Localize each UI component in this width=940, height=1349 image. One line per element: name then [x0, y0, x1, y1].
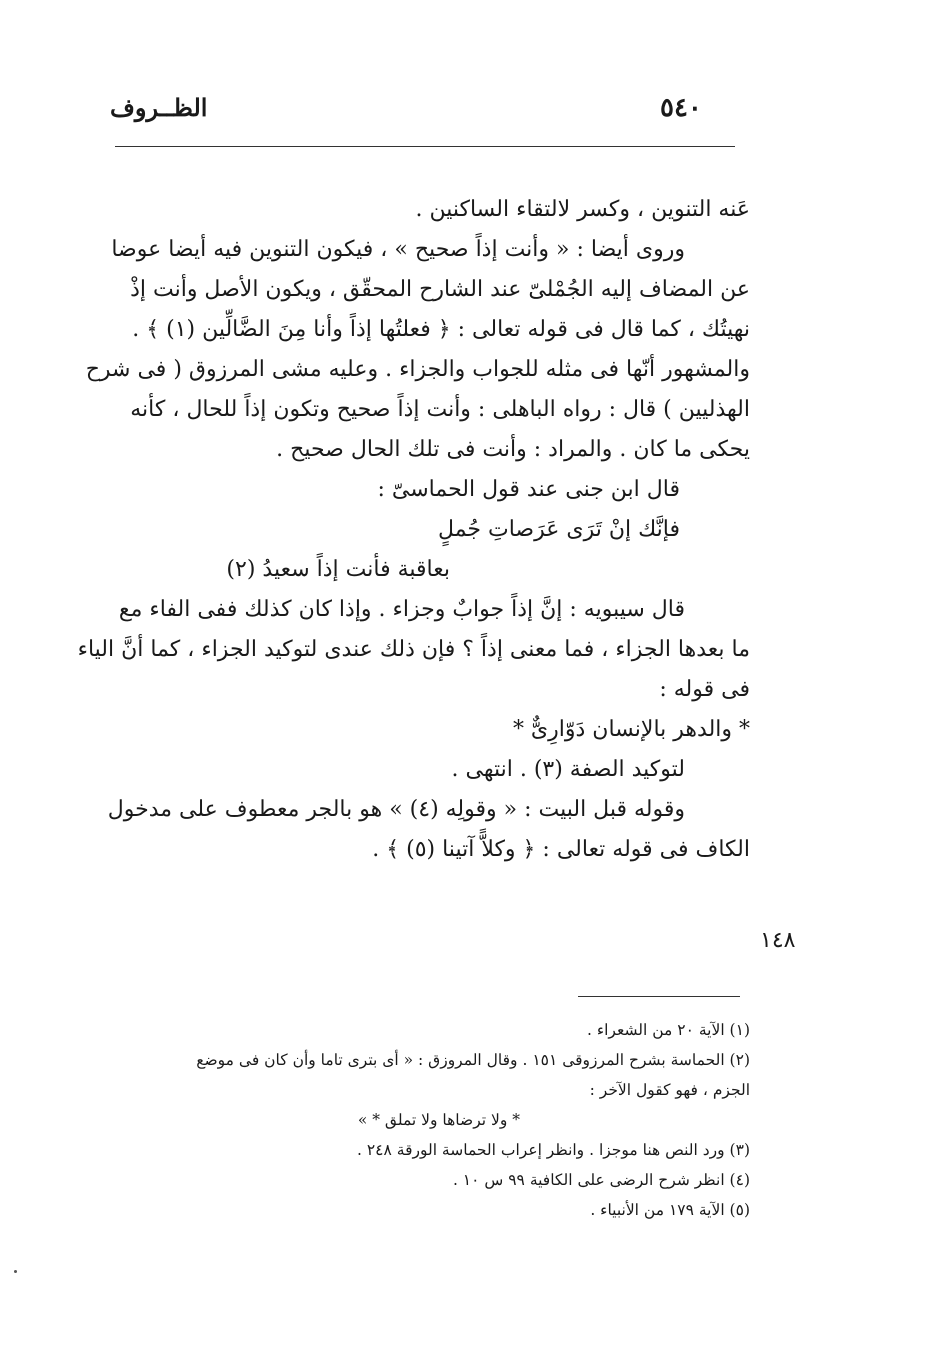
body-line: يحكى ما كان . والمراد : وأنت فى تلك الحال صحيح . — [276, 437, 750, 462]
footnote: الجزم ، فهو كقول الآخر : — [589, 1081, 750, 1099]
footnote: * ولا ترضاها ولا تملق * » — [357, 1111, 520, 1129]
running-header-title: الظــروف — [110, 93, 208, 122]
body-line: لتوكيد الصفة (٣) . انتهى . — [451, 757, 685, 782]
body-line: الكاف فى قوله تعالى : ﴿ وكلاًّ آتينا (٥) ﴾ . — [372, 837, 750, 862]
body-line: فى قوله : — [659, 677, 750, 702]
header-rule — [115, 146, 735, 147]
footnote: (١) الآية ٢٠ من الشعراء . — [586, 1021, 750, 1039]
body-line: وروى أيضا : « وأنت إذاً صحيح » ، فيكون التنوين فيه أيضا عوضا — [111, 237, 685, 262]
body-line: الهذليين ) قال : رواه الباهلى : وأنت إذاً صحيح وتكون إذاً للحال ، كأنه — [130, 397, 750, 422]
body-line: عن المضاف إليه الجُمْلىّ عند الشارح المحقّق ، ويكون الأصل وأنت إذْ — [130, 277, 750, 302]
margin-number: ١٤٨ — [760, 928, 796, 953]
body-line: ما بعدها الجزاء ، فما معنى إذاً ؟ فإن ذلك عندى لتوكيد الجزاء ، كما أنَّ الياء — [77, 637, 750, 662]
footnotes — [100, 1015, 750, 1225]
page-number: ٥٤٠ — [660, 93, 702, 123]
body-line: قال سيبويه : إنَّ إذاً جوابٌ وجزاء . وإذا كان كذلك ففى الفاء مع — [118, 597, 685, 622]
footnote: (٥) الآية ١٧٩ من الأنبياء . — [590, 1201, 750, 1219]
body-text — [77, 190, 750, 870]
body-line: نهيتُك ، كما قال فى قوله تعالى : ﴿ فعلتُها إذاً وأنا مِنَ الضَّالِّين (١) ﴾ . — [132, 317, 750, 342]
footnote: (٤) انظر شرح الرضى على الكافية ٩٩ س ١٠ . — [452, 1171, 750, 1189]
footnote: (٣) ورد النص هنا موجزا . وانظر إعراب الحماسة الورقة ٢٤٨ . — [356, 1141, 750, 1159]
verse-line: فإنَّك إنْ تَرَى عَرَصاتِ جُملٍ — [438, 517, 680, 542]
body-line: والمشهور أنّها فى مثله للجواب والجزاء . وعليه مشى المرزوق ( فى شرح — [85, 357, 750, 382]
body-line: وقوله قبل البيت : « وقولِه (٤) » هو بالجر معطوف على مدخول — [107, 797, 685, 822]
body-line: عَنه التنوين ، وكسر لالتقاء الساكنين . — [415, 197, 750, 222]
verse-line: * والدهر بالإنسان دَوّارِىٌّ * — [512, 717, 750, 742]
footnote: (٢) الحماسة بشرح المرزوقى ١٥١ . وقال المروزق : « أى بترى تاما وأن كان فى موضع — [196, 1051, 750, 1069]
verse-line: بعاقبة فأنت إذاً سعيدُ (٢) — [226, 557, 450, 582]
body-line: قال ابن جنى عند قول الحماسىّ : — [377, 477, 680, 502]
scan-speck — [14, 1270, 17, 1273]
footnote-rule — [578, 996, 740, 997]
